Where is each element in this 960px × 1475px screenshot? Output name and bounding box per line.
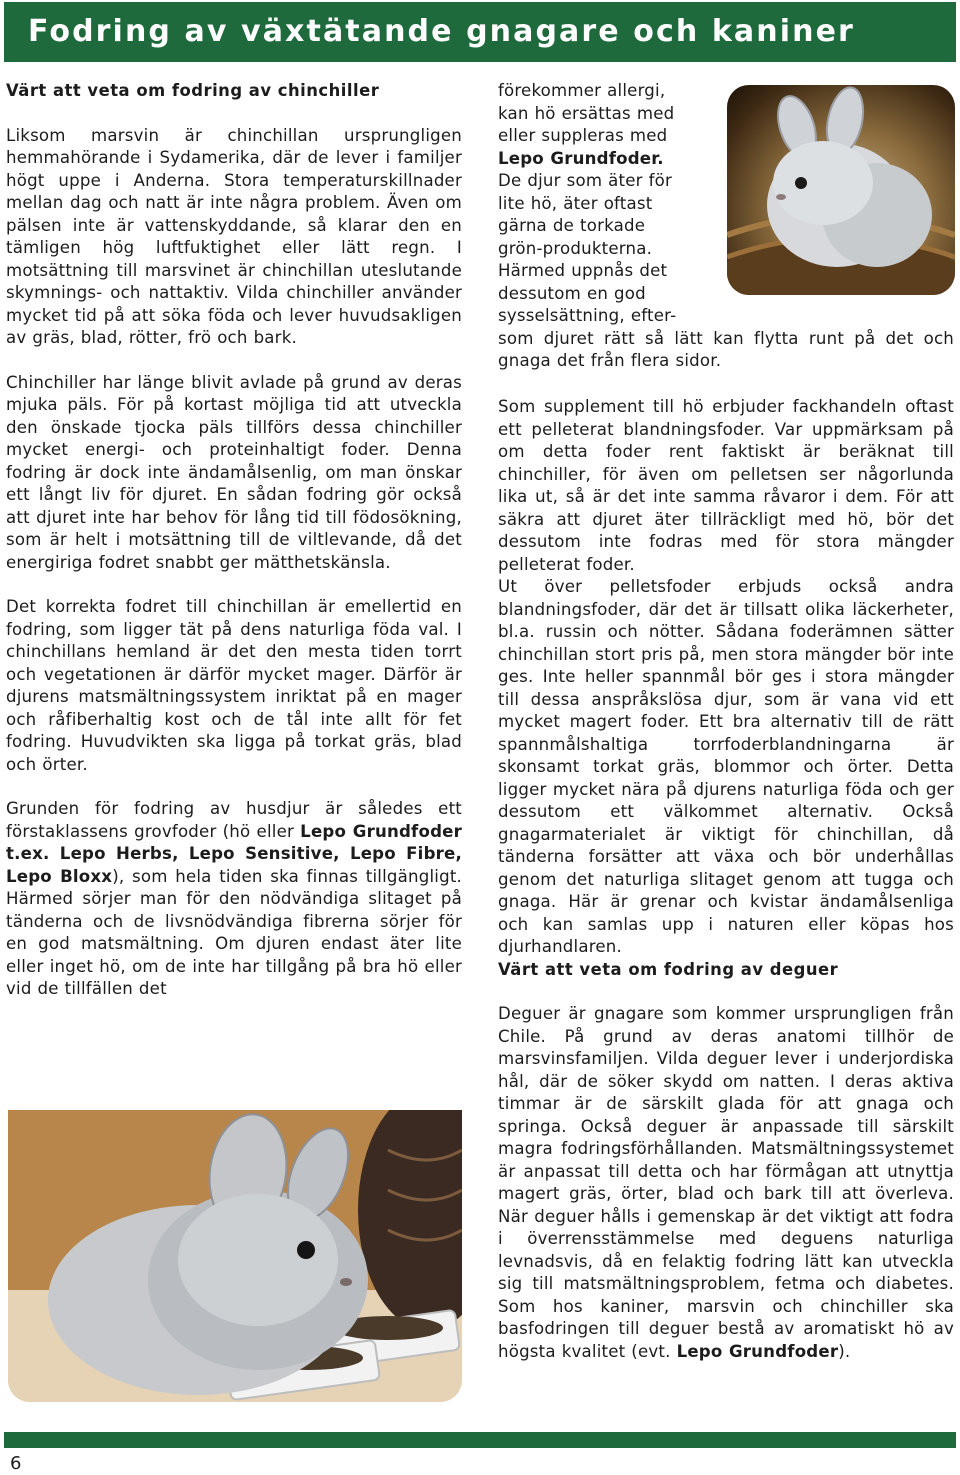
- product-names: Lepo Grundfoder t.ex. Lepo Herbs, Lepo Sensitive, Lepo Fibre, Lepo Bloxx: [6, 821, 462, 886]
- text-line: De djur som äter för: [498, 171, 673, 190]
- text-line: gärna de torkade: [498, 216, 646, 235]
- text-line: eller suppleras med: [498, 126, 668, 145]
- section-heading-chinchilla: Värt att veta om fodring av chinchiller: [6, 81, 380, 100]
- paragraph: Det korrekta fodret till chinchillan är emellertid en fodring, som ligger tät på dens naturliga föda val. I chinchillans hemland är det den mesta tiden torrt och vegetationen är därför mycket mager. Därför är djurens matsmältningssystem inriktat på en mager och råfiberhaltig kost och de tål inte allt för fet fodring. Huvudvikten ska ligga på torkat gräs, blad och örter.: [6, 597, 462, 774]
- paragraph: Chinchiller har länge blivit avlade på grund av deras mjuka päls. För på kortast möjliga tid att utveckla den önskade tjocka päls tillförs dessa chinchiller mycket energi- och proteinhaltigt foder. Denna fodring är dock inte ändamålsenlig, om man önskar ett långt liv för djuret. En sådan fodring gör också att djuret inte har behov för lång tid till födosökning, som är helt i motsättning till de viltlevande, då det energiriga fodret snabbt ger mätthetskänsla.: [6, 372, 462, 572]
- paragraph: [6, 798, 462, 1001]
- text-line: lite hö, äter oftast: [498, 193, 653, 213]
- text-line: Lepo Grundfoder.: [498, 148, 664, 168]
- text-line: förekommer allergi,: [498, 81, 666, 100]
- text-line: Härmed uppnås det: [498, 261, 668, 280]
- section-heading-degu: Värt att veta om fodring av deguer: [498, 959, 839, 979]
- paragraph: Ut över pelletsfoder erbjuds också andra blandningsfoder, där det är tillsatt olika läckerheter, bl.a. russin och nötter. Sådana foderämnen sätter chinchillan stort pris på, men stora mängder bör inte ges. Inte heller spannmål bör ges i stora mängder till dessa anspråkslösa djur, som är vana vid ett mycket magert foder. Ett bra alternativ till de rätt spannmålshaltiga torrfoderblandningarna är skonsamt torkat gräs, blommor och örter. Detta ligger mycket nära på djurens naturliga föda och ger dessutom ett välkommet alternativ. Också gnagarmaterialet är viktigt för chinchillan, då tänderna forsätter att växa och bör underhållas genom det naturliga slitaget genom att tugga och gnaga. Här är grenar och kvistar ändamålsenliga och kan samlas upp i naturen eller köpas hos djurhandlaren.: [498, 577, 954, 956]
- text-line: som djuret rätt så lätt kan flytta runt på det och gnaga det från flera sidor.: [498, 328, 954, 370]
- text-line: dessutom en god: [498, 283, 646, 303]
- paragraph: Som supplement till hö erbjuder fackhandeln oftast ett pelleterat blandningsfoder. Var uppmärksam på om detta foder rent faktiskt är beräknat till chinchiller, för även om pelletsen ser någorlunda lika ut, så är det inte samma råvaror i dem. För att säkra att djuret äter tillräckligt med hö, bör det dessutom inte fodras med för stora mängder pelleterat foder.: [498, 397, 954, 574]
- text-line: grön-produkterna.: [498, 238, 653, 258]
- paragraph: Liksom marsvin är chinchillan ursprungligen hemmahörande i Sydamerika, där de lever i familjer högt uppe i Anderna. Stora temperaturskillnader mellan dag och natt är inte några problem. Även om pälsen inte är vattenskyddande, så klarar den en tämligen hög luftfuktighet eller lätt regn. I motsättning till marsvinet är chinchillan uteslutande skymnings- och nattaktiv. Vilda chinchiller använder mycket tid på att söka föda och lever huvudsakligen av gräs, blad, rötter, frö och bark.: [6, 125, 462, 347]
- footer-bar: [4, 1432, 956, 1448]
- paragraph: [498, 1003, 954, 1363]
- page-number: 6: [10, 1453, 22, 1474]
- text-line: sysselsättning, efter-: [498, 306, 677, 325]
- text-line: kan hö ersättas med: [498, 103, 675, 123]
- page-title: Fodring av växtätande gnagare och kaniner: [4, 2, 956, 62]
- text-run: Deguer är gnagare som kommer ursprungligen från Chile. På grund av deras anatomi tillhör de marsvinsfamiljen. Vilda deguer lever i underjordiska hål, där de söker skydd om natten. I deras aktiva timmar är de särskilt glada för att gnaga och springa. Också deguer är anpassade till särskilt magra fodringsförhållanden. Matsmältningssystemet är anpassat till detta och har förmågan att utnyttja magert gräs, örter, blad och bark till att överleva. När deguer hålls i gemenskap är det viktigt att fodra i överrensstämmelse med deguens naturliga levnadsvis, då en felaktig fodring lätt kan utveckla sig till matsmältningsproblem, fetma och diabetes. Som hos kaniner, marsvin och chinchiller ska basfodringen till deguer bestå av aromatiskt hö av högsta kvalitet (evt.: [498, 1004, 954, 1361]
- text-run: ).: [838, 1341, 851, 1361]
- left-column: [6, 80, 462, 1001]
- chinchilla-in-basket-photo: [727, 85, 955, 295]
- text-run: Grunden för fodring av husdjur är således ett förstaklassens grovfoder (hö eller: [6, 799, 462, 841]
- chinchilla-basket-illustration: [727, 85, 955, 295]
- right-column: [498, 396, 954, 1363]
- product-name: Lepo Grundfoder: [676, 1341, 839, 1361]
- chinchilla-eating-illustration: [8, 1110, 462, 1402]
- text-run: ), som hela tiden ska finnas tillgängligt. Härmed sörjer man för den nödvändiga slitaget på tänderna och de livsnödvändiga fibrerna sörjer för en god matsmältning. Om djuren endast äter lite eller inget hö, om de inte har tillgång på bra hö eller vid de tillfällen det: [6, 866, 462, 998]
- chinchilla-eating-photo: [8, 1110, 462, 1402]
